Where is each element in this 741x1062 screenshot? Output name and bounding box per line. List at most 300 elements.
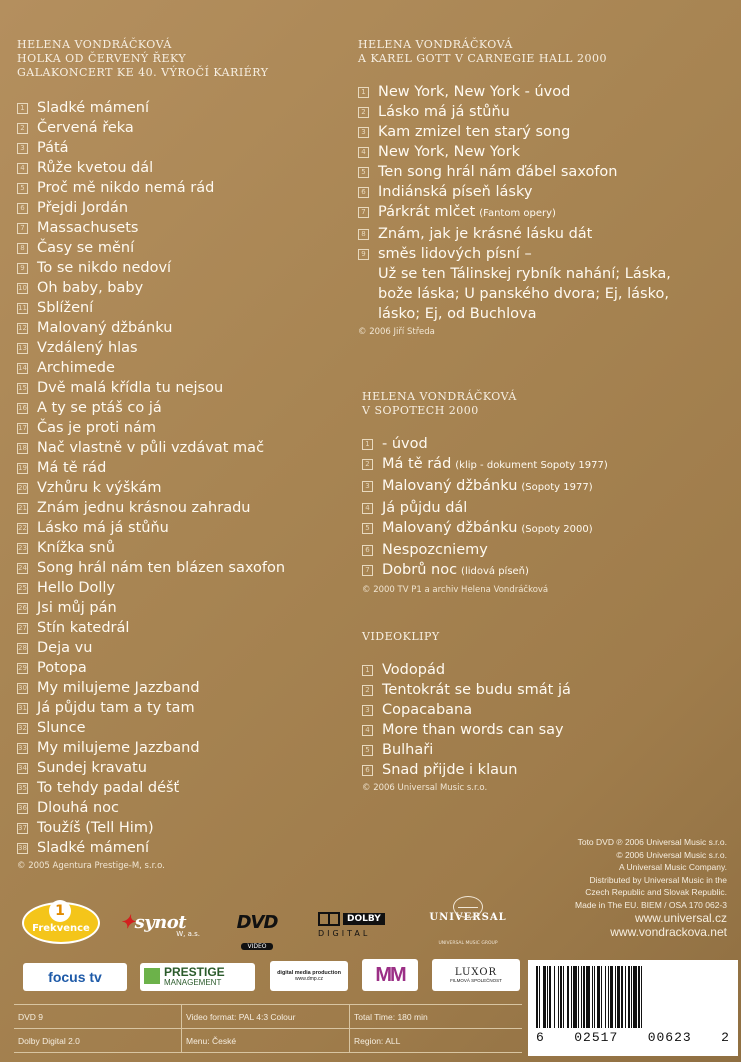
track-title: Oh baby, baby	[37, 280, 144, 296]
track-body	[382, 720, 564, 740]
track-body	[37, 118, 134, 138]
track-body	[37, 698, 195, 718]
track-number: 1	[17, 103, 28, 114]
track-item	[362, 498, 702, 518]
barcode	[528, 960, 738, 1056]
frekvence-logo	[22, 898, 100, 948]
track-number: 16	[18, 404, 27, 412]
track-title: Indiánská píseň lásky	[378, 184, 533, 200]
focustv-logo	[23, 963, 127, 991]
track-number: 11	[18, 304, 27, 312]
track-body	[378, 82, 570, 102]
track-title: Nespozcniemy	[382, 542, 488, 558]
left-column	[17, 38, 347, 872]
track-number: 7	[358, 207, 369, 218]
frekvence-text: Frekvence	[32, 923, 90, 934]
track-item	[17, 678, 347, 698]
track-body	[382, 518, 593, 540]
vondrackova-website: www.vondrackova.net	[610, 925, 727, 939]
track-body	[37, 478, 162, 498]
sopoty-heading-title: V SOPOTECH 2000	[362, 404, 479, 417]
track-title: Má tě rád	[37, 460, 107, 476]
track-number: 2	[17, 123, 28, 134]
track-item	[358, 142, 698, 162]
left-tracklist	[17, 98, 347, 858]
track-medley-list: Už se ten Tálinskej rybník nahání; Láska, bože láska; U panského dvora; Ej, lásko, lásko; Ej, od Buchlova	[378, 266, 671, 322]
track-title: Malovaný džbánku	[37, 320, 173, 336]
track-title: To tehdy padal déšť	[37, 780, 180, 796]
track-title: Massachusets	[37, 220, 139, 236]
track-number: 7	[17, 223, 28, 234]
track-body	[378, 142, 520, 162]
track-body	[382, 454, 608, 476]
track-body	[37, 778, 179, 798]
mm-logo	[362, 959, 418, 991]
track-number: 29	[18, 664, 27, 672]
track-number: 37	[18, 824, 27, 832]
track-body	[37, 138, 69, 158]
sopoty-copyright: © 2000 TV P1 a archiv Helena Vondráčková	[362, 585, 549, 595]
track-title: Lásko má já stůňu	[378, 104, 510, 120]
track-title: Potopa	[37, 660, 87, 676]
track-title: Dlouhá noc	[37, 800, 119, 816]
track-body	[37, 618, 129, 638]
track-body	[37, 798, 119, 818]
track-item	[17, 598, 347, 618]
track-title: Sladké mámení	[37, 840, 150, 856]
track-body	[37, 238, 134, 258]
track-title: Červená řeka	[37, 120, 134, 136]
track-title: Nač vlastně v půli vzdávat mač	[37, 440, 265, 456]
legal-line: Made in The EU. BIEM / OSA 170 062-3	[575, 899, 727, 910]
track-item	[17, 118, 347, 138]
track-number: 1	[358, 87, 369, 98]
spec-audio: Dolby Digital 2.0	[14, 1029, 182, 1052]
track-number: 33	[18, 744, 27, 752]
track-item	[358, 182, 698, 202]
track-number: 13	[18, 344, 27, 352]
track-body	[382, 760, 517, 780]
track-title: Znám, jak je krásné lásku dát	[378, 226, 593, 242]
track-body	[37, 378, 223, 398]
track-number: 36	[18, 804, 27, 812]
track-body	[37, 518, 169, 538]
track-number: 5	[17, 183, 28, 194]
track-title: Archimede	[37, 360, 115, 376]
track-title: Sundej kravatu	[37, 760, 147, 776]
spec-row	[14, 1005, 522, 1029]
track-item	[17, 818, 347, 838]
track-number: 30	[18, 684, 27, 692]
carnegie-heading-artist: HELENA VONDRÁČKOVÁ	[358, 38, 513, 51]
track-note: (Fantom opery)	[479, 208, 556, 219]
synot-text: synot	[134, 912, 187, 933]
carnegie-copyright: © 2006 Jiří Středa	[358, 327, 435, 337]
track-number: 9	[17, 263, 28, 274]
digital-media-logo	[270, 961, 348, 991]
track-body	[37, 718, 86, 738]
track-body	[378, 244, 678, 324]
track-item	[358, 82, 698, 102]
track-title: To se nikdo nedoví	[37, 260, 172, 276]
track-item	[17, 758, 347, 778]
left-heading-artist: HELENA VONDRÁČKOVÁ	[17, 38, 172, 51]
track-item	[362, 740, 702, 760]
track-item	[362, 660, 702, 680]
track-note: (Sopoty 2000)	[521, 524, 593, 535]
track-item	[17, 458, 347, 478]
track-item	[17, 398, 347, 418]
track-body	[378, 182, 532, 202]
track-note: (lidová píseň)	[461, 566, 529, 577]
dolby-sub: DIGITAL	[318, 929, 371, 938]
track-title: Lásko má já stůňu	[37, 520, 169, 536]
track-item	[17, 558, 347, 578]
track-item	[362, 760, 702, 780]
track-number: 14	[18, 364, 27, 372]
track-number: 32	[18, 724, 27, 732]
track-item	[358, 162, 698, 182]
track-body	[382, 540, 488, 560]
track-body	[37, 178, 214, 198]
dvd-sub: VIDEO	[241, 943, 272, 950]
dvd-text: DVD	[236, 912, 278, 933]
track-number: 18	[18, 444, 27, 452]
track-note: (klip - dokument Sopoty 1977)	[455, 460, 608, 471]
digital-media-text: digital media production	[277, 970, 341, 976]
track-number: 23	[18, 544, 27, 552]
track-item	[17, 578, 347, 598]
track-title: My milujeme Jazzband	[37, 740, 200, 756]
track-item	[17, 478, 347, 498]
track-number: 35	[18, 784, 27, 792]
spec-row	[14, 1029, 522, 1053]
track-title: Snad přijde i klaun	[382, 762, 518, 778]
track-number: 5	[358, 167, 369, 178]
track-number: 20	[18, 484, 27, 492]
track-number: 26	[18, 604, 27, 612]
track-item	[17, 158, 347, 178]
track-number: 3	[358, 127, 369, 138]
track-title: Deja vu	[37, 640, 93, 656]
track-body	[37, 758, 147, 778]
track-item	[17, 418, 347, 438]
right-column-sopoty	[362, 390, 702, 596]
track-title: Vzdálený hlas	[37, 340, 138, 356]
track-number: 6	[17, 203, 28, 214]
dolby-text: DOLBY	[343, 913, 385, 925]
dolby-digital-logo	[318, 912, 400, 942]
track-item	[358, 122, 698, 142]
track-number: 6	[362, 765, 373, 776]
track-number: 3	[362, 705, 373, 716]
spec-total-time: Total Time: 180 min	[354, 1012, 428, 1022]
track-number: 4	[362, 503, 373, 514]
track-title: Song hrál nám ten blázen saxofon	[37, 560, 286, 576]
track-item	[358, 102, 698, 122]
track-item	[17, 798, 347, 818]
track-title: Jsi můj pán	[37, 600, 117, 616]
track-body	[37, 398, 162, 418]
prestige-logo	[140, 963, 255, 991]
track-title: Dobrů noc	[382, 562, 458, 578]
track-title: Toužíš (Tell Him)	[37, 820, 154, 836]
track-number: 12	[18, 324, 27, 332]
track-body	[37, 338, 138, 358]
barcode-digit-first: 6	[536, 1030, 545, 1045]
track-item	[17, 718, 347, 738]
track-number: 21	[18, 504, 27, 512]
track-body	[382, 560, 529, 582]
legal-line: Czech Republic and Slovak Republic.	[585, 887, 727, 897]
barcode-digits-right: 00623	[647, 1030, 692, 1045]
track-body	[378, 202, 556, 224]
track-body	[37, 318, 172, 338]
track-item	[362, 434, 702, 454]
track-body	[37, 658, 87, 678]
track-item	[17, 298, 347, 318]
track-body	[378, 122, 570, 142]
frekvence-number: 1	[49, 900, 71, 922]
track-number: 6	[358, 187, 369, 198]
track-item	[17, 198, 347, 218]
track-number: 8	[358, 229, 369, 240]
track-number: 7	[362, 565, 373, 576]
track-title: Sladké mámení	[37, 100, 150, 116]
track-item	[17, 358, 347, 378]
track-item	[362, 518, 702, 540]
track-item	[17, 178, 347, 198]
track-item	[362, 560, 702, 582]
luxor-sub: FILMOVÁ SPOLEČNOST	[450, 978, 502, 983]
track-item	[17, 138, 347, 158]
videoklipy-heading: VIDEOKLIPY	[362, 630, 440, 643]
spec-menu: Menu: České	[182, 1029, 350, 1052]
track-body	[378, 102, 510, 122]
barcode-number	[536, 1030, 730, 1045]
track-number: 24	[18, 564, 27, 572]
track-number: 19	[18, 464, 27, 472]
luxor-logo	[432, 959, 520, 991]
universal-logo	[420, 896, 516, 944]
spec-video-format: Video format: PAL 4:3 Colour	[182, 1005, 350, 1028]
track-body	[37, 198, 128, 218]
track-item	[17, 638, 347, 658]
track-title: Tentokrát se budu smát já	[382, 682, 571, 698]
track-body	[37, 278, 143, 298]
track-number: 2	[358, 107, 369, 118]
track-body	[382, 498, 467, 518]
carnegie-heading-title: A KAREL GOTT V CARNEGIE HALL 2000	[358, 52, 607, 65]
videoklipy-copyright: © 2006 Universal Music s.r.o.	[362, 783, 488, 793]
track-item	[17, 538, 347, 558]
track-body	[382, 680, 571, 700]
track-number: 2	[362, 685, 373, 696]
track-title: Znám jednu krásnou zahradu	[37, 500, 251, 516]
spec-region: Region: ALL	[354, 1036, 401, 1046]
universal-globe-icon	[453, 896, 483, 918]
track-title: Malovaný džbánku	[382, 478, 518, 494]
track-number: 17	[18, 424, 27, 432]
track-body	[37, 438, 264, 458]
track-item	[362, 700, 702, 720]
track-title: Knížka snů	[37, 540, 115, 556]
track-item	[358, 244, 698, 324]
right-column-videoklipy	[362, 630, 702, 794]
spec-disc-type: DVD 9	[14, 1005, 182, 1028]
universal-website: www.universal.cz	[634, 911, 727, 925]
track-number: 25	[18, 584, 27, 592]
track-title: Stín katedrál	[37, 620, 130, 636]
track-body	[382, 434, 428, 454]
track-item	[17, 318, 347, 338]
track-body	[37, 558, 285, 578]
track-body	[378, 224, 592, 244]
legal-line: A Universal Music Company.	[618, 862, 727, 872]
track-title: Já půjdu tam a ty tam	[37, 700, 195, 716]
sopoty-heading-artist: HELENA VONDRÁČKOVÁ	[362, 390, 517, 403]
luxor-text: LUXOR	[454, 967, 498, 978]
track-number: 28	[18, 644, 27, 652]
track-body	[37, 598, 117, 618]
track-item	[17, 338, 347, 358]
track-title: Má tě rád	[382, 456, 452, 472]
track-body	[37, 258, 171, 278]
legal-text	[575, 836, 727, 939]
legal-line: © 2006 Universal Music s.r.o.	[616, 849, 727, 860]
synot-sub: W, a.s.	[176, 930, 200, 938]
prestige-sub: MANAGEMENT	[164, 978, 222, 987]
sopoty-tracklist	[362, 434, 702, 582]
track-title: Přejdi Jordán	[37, 200, 129, 216]
universal-sub: UNIVERSAL MUSIC GROUP	[438, 941, 498, 946]
track-title: Vzhůru k výškám	[37, 480, 162, 496]
track-number: 4	[17, 163, 28, 174]
barcode-digit-last: 2	[721, 1030, 730, 1045]
track-title: Čas je proti nám	[37, 420, 156, 436]
track-title: More than words can say	[382, 722, 564, 738]
track-number: 34	[18, 764, 27, 772]
left-heading-subtitle: GALAKONCERT KE 40. VÝROČÍ KARIÉRY	[17, 66, 269, 79]
prestige-mark-icon	[144, 968, 160, 984]
track-body	[37, 298, 93, 318]
focustv-text: focus tv	[48, 969, 102, 985]
track-body	[37, 98, 149, 118]
track-title: New York, New York	[378, 144, 521, 160]
track-number: 1	[362, 439, 373, 450]
track-item	[17, 438, 347, 458]
right-column-carnegie	[358, 38, 698, 338]
track-number: 8	[17, 243, 28, 254]
track-item	[362, 720, 702, 740]
track-item	[17, 378, 347, 398]
universal-text: UNIVERSAL	[429, 912, 507, 923]
track-body	[382, 476, 593, 498]
track-item	[17, 278, 347, 298]
track-title: Já půjdu dál	[382, 500, 468, 516]
track-title: Pátá	[37, 140, 69, 156]
track-number: 15	[18, 384, 27, 392]
track-item	[358, 224, 698, 244]
track-body	[37, 358, 115, 378]
track-item	[17, 698, 347, 718]
track-title: Vodopád	[382, 662, 446, 678]
track-item	[17, 238, 347, 258]
track-title: Ten song hrál nám ďábel saxofon	[378, 164, 618, 180]
track-item	[17, 518, 347, 538]
track-item	[17, 98, 347, 118]
track-item	[362, 476, 702, 498]
track-body	[37, 638, 92, 658]
track-number: 3	[362, 481, 373, 492]
track-number: 5	[362, 523, 373, 534]
track-body	[37, 838, 149, 858]
track-item	[362, 454, 702, 476]
track-number: 31	[18, 704, 27, 712]
track-item	[362, 540, 702, 560]
track-body	[37, 678, 200, 698]
track-title: A ty se ptáš co já	[37, 400, 162, 416]
track-title: Růže kvetou dál	[37, 160, 154, 176]
track-title: směs lidových písní –	[378, 246, 532, 262]
track-number: 6	[362, 545, 373, 556]
legal-line: Toto DVD ℗ 2006 Universal Music s.r.o.	[577, 837, 727, 847]
left-copyright: © 2005 Agentura Prestige-M, s.r.o.	[17, 861, 165, 871]
track-title: Sblížení	[37, 300, 94, 316]
track-title: Copacabana	[382, 702, 473, 718]
track-body	[37, 818, 154, 838]
barcode-digits-left: 02517	[574, 1030, 619, 1045]
track-number: 2	[362, 459, 373, 470]
track-item	[17, 838, 347, 858]
track-note: (Sopoty 1977)	[521, 482, 593, 493]
track-item	[17, 658, 347, 678]
track-item	[358, 202, 698, 224]
barcode-bars	[536, 966, 730, 1028]
track-body	[37, 418, 156, 438]
track-number: 22	[18, 524, 27, 532]
track-body	[37, 738, 200, 758]
track-number: 38	[18, 844, 27, 852]
legal-line: Distributed by Universal Music in the	[589, 874, 727, 885]
track-body	[37, 218, 138, 238]
track-title: Kam zmizel ten starý song	[378, 124, 571, 140]
track-number: 10	[18, 284, 27, 292]
track-body	[382, 660, 445, 680]
track-item	[17, 218, 347, 238]
track-number: 9	[358, 249, 369, 260]
track-item	[17, 778, 347, 798]
track-title: - úvod	[382, 436, 428, 452]
track-number: 3	[17, 143, 28, 154]
track-body	[37, 158, 153, 178]
track-title: Časy se mění	[37, 240, 135, 256]
track-title: Slunce	[37, 720, 86, 736]
track-item	[17, 738, 347, 758]
track-body	[37, 498, 250, 518]
carnegie-tracklist	[358, 82, 698, 324]
barcode-bar	[642, 966, 644, 1028]
track-body	[37, 578, 115, 598]
track-number: 27	[18, 624, 27, 632]
digital-media-sub: www.dmp.cz	[294, 976, 324, 982]
track-body	[382, 740, 433, 760]
left-heading-title: HOLKA OD ČERVENÝ ŘEKY	[17, 52, 187, 65]
track-item	[17, 618, 347, 638]
track-number: 4	[358, 147, 369, 158]
track-number: 5	[362, 745, 373, 756]
track-number: 1	[362, 665, 373, 676]
